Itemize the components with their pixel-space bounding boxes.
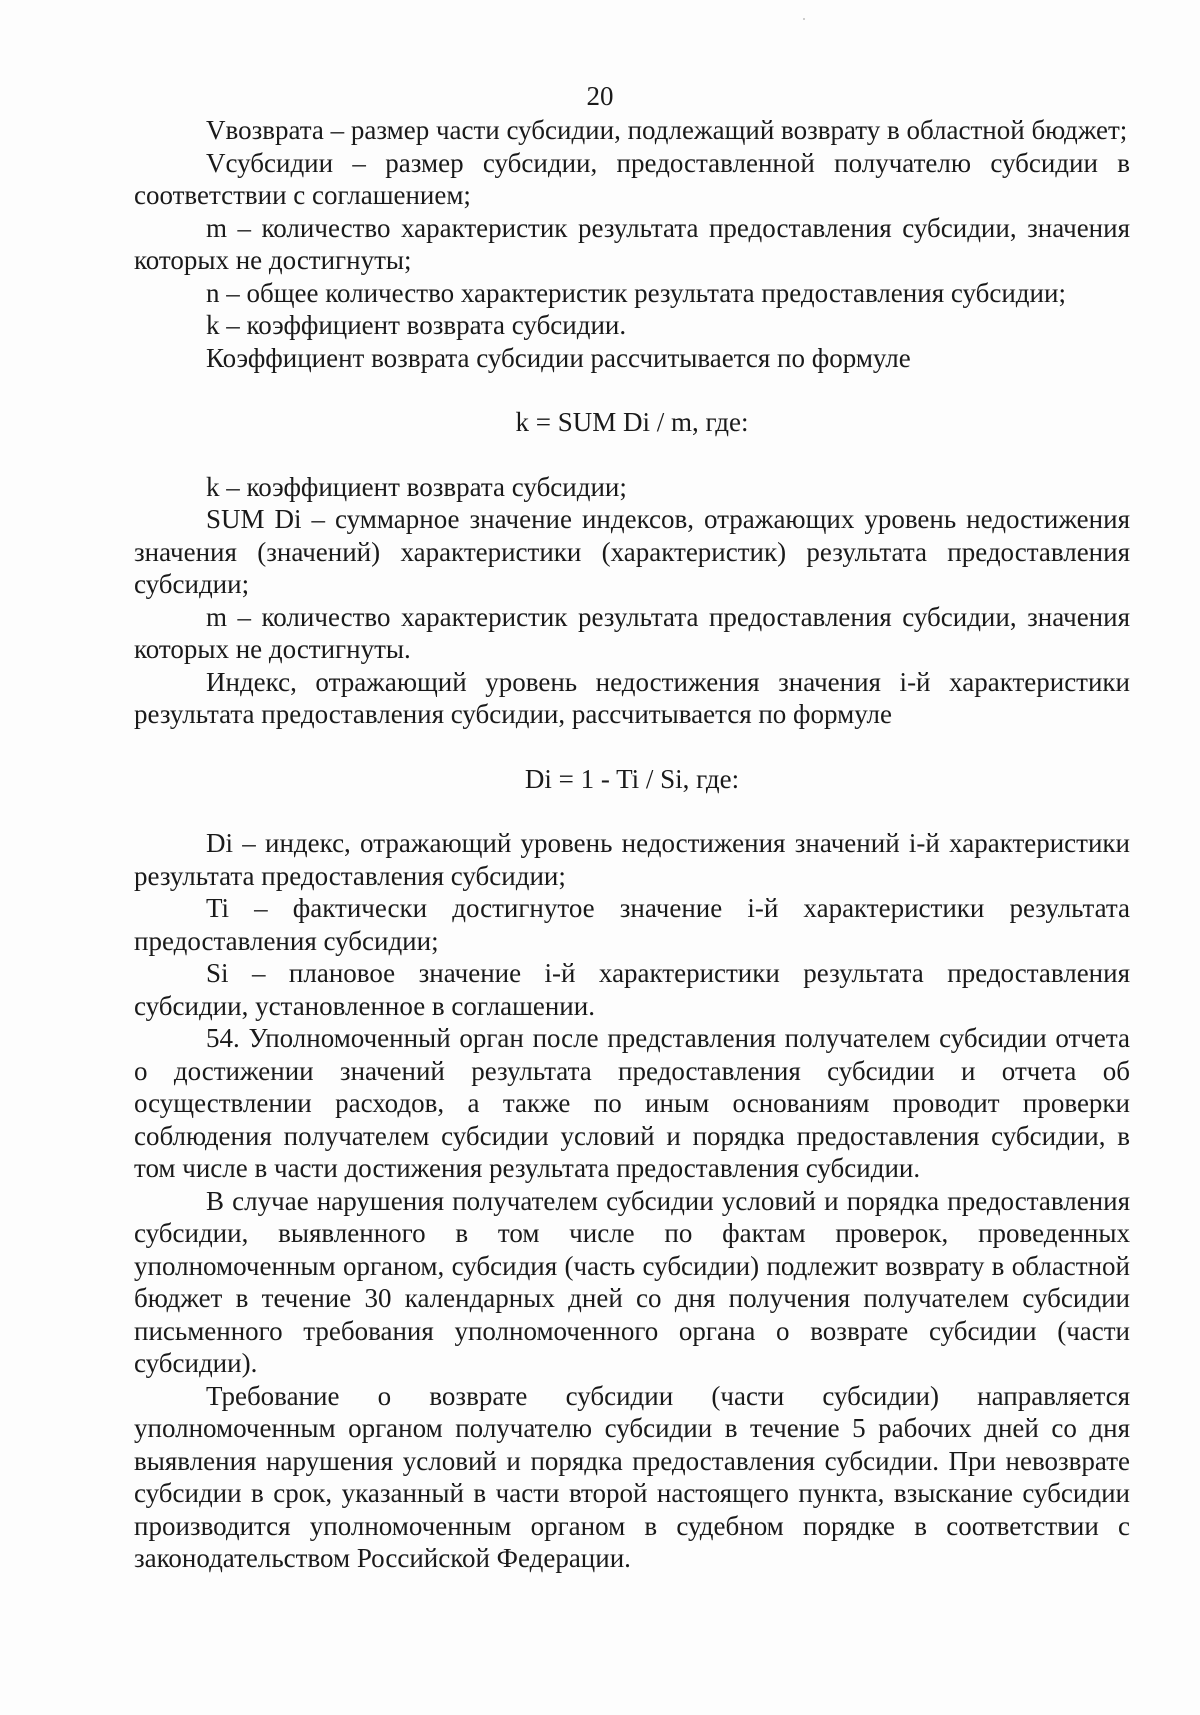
paragraph-k-legend: k – коэффициент возврата субсидии; <box>206 471 627 502</box>
formula-di: Di = 1 - Ti / Si, где: <box>524 763 740 794</box>
document-body <box>134 114 1130 1575</box>
paragraph-v-subsidy: Vсубсидии – размер субсидии, предоставленной получателю субсидии в соответствии с соглашением; <box>134 147 1130 210</box>
paragraph-m-definition: m – количество характеристик результата предоставления субсидии, значения которых не достигнуты; <box>134 212 1130 275</box>
paragraph-v-return: Vвозврата – размер части субсидии, подлежащий возврату в областной бюджет; <box>206 115 1128 145</box>
formula-k: k = SUM Di / m, где: <box>515 407 749 437</box>
paragraph-violation-return: В случае нарушения получателем субсидии условий и порядка предоставления субсидии, выявленного в том числе по фактам проверок, проведенных уполномоченным органом, субсидия (часть субсидии) подлежит возврату в областной бюджет в течение 30 календарных дней со дня получения получателем субсидии письменного требования уполномоченного органа о возврате субсидии (части субсидии). <box>134 1185 1130 1378</box>
paragraph-clause-54: 54. Уполномоченный орган после представления получателем субсидии отчета о достижении значений результата предоставления субсидии и отчета об осуществлении расходов, а также по иным основаниям проводит проверки соблюдения получателем субсидии условий и порядка предоставления субсидии, в том числе в части достижения результата предоставления субсидии. <box>134 1023 1130 1183</box>
page-number: 20 <box>586 81 614 111</box>
paragraph-si-legend: Si – плановое значение i-й характеристики результата предоставления субсидии, установленное в соглашении. <box>134 958 1130 1021</box>
paragraph-n-definition: n – общее количество характеристик результата предоставления субсидии; <box>206 277 1066 308</box>
paragraph-k-definition: k – коэффициент возврата субсидии. <box>206 310 627 340</box>
paragraph-ti-legend: Ti – фактически достигнутое значение i-й характеристики результата предоставления субсидии; <box>134 893 1130 956</box>
paragraph-k-intro: Коэффициент возврата субсидии рассчитывается по формуле <box>206 342 911 373</box>
paragraph-return-requirement: Требование о возврате субсидии (части субсидии) направляется уполномоченным органом получателю субсидии в течение 5 рабочих дней со дня выявления нарушения условий и порядка предоставления субсидии. При невозврате субсидии в срок, указанный в части второй настоящего пункта, взыскание субсидии производится уполномоченным органом в судебном порядке в соответствии с законодательством Российской Федерации. <box>134 1380 1130 1573</box>
scan-speck <box>803 18 805 20</box>
paragraph-m-legend: m – количество характеристик результата предоставления субсидии, значения которых не достигнуты. <box>134 601 1130 664</box>
paragraph-di-legend: Di – индекс, отражающий уровень недостижения значений i-й характеристики результата предоставления субсидии; <box>134 828 1130 891</box>
paragraph-sum-di-legend: SUM Di – суммарное значение индексов, отражающих уровень недостижения значения (значений) характеристики (характеристик) результата предоставления субсидии; <box>134 504 1130 599</box>
paragraph-di-intro: Индекс, отражающий уровень недостижения значения i-й характеристики результата предоставления субсидии, рассчитывается по формуле <box>134 666 1130 729</box>
